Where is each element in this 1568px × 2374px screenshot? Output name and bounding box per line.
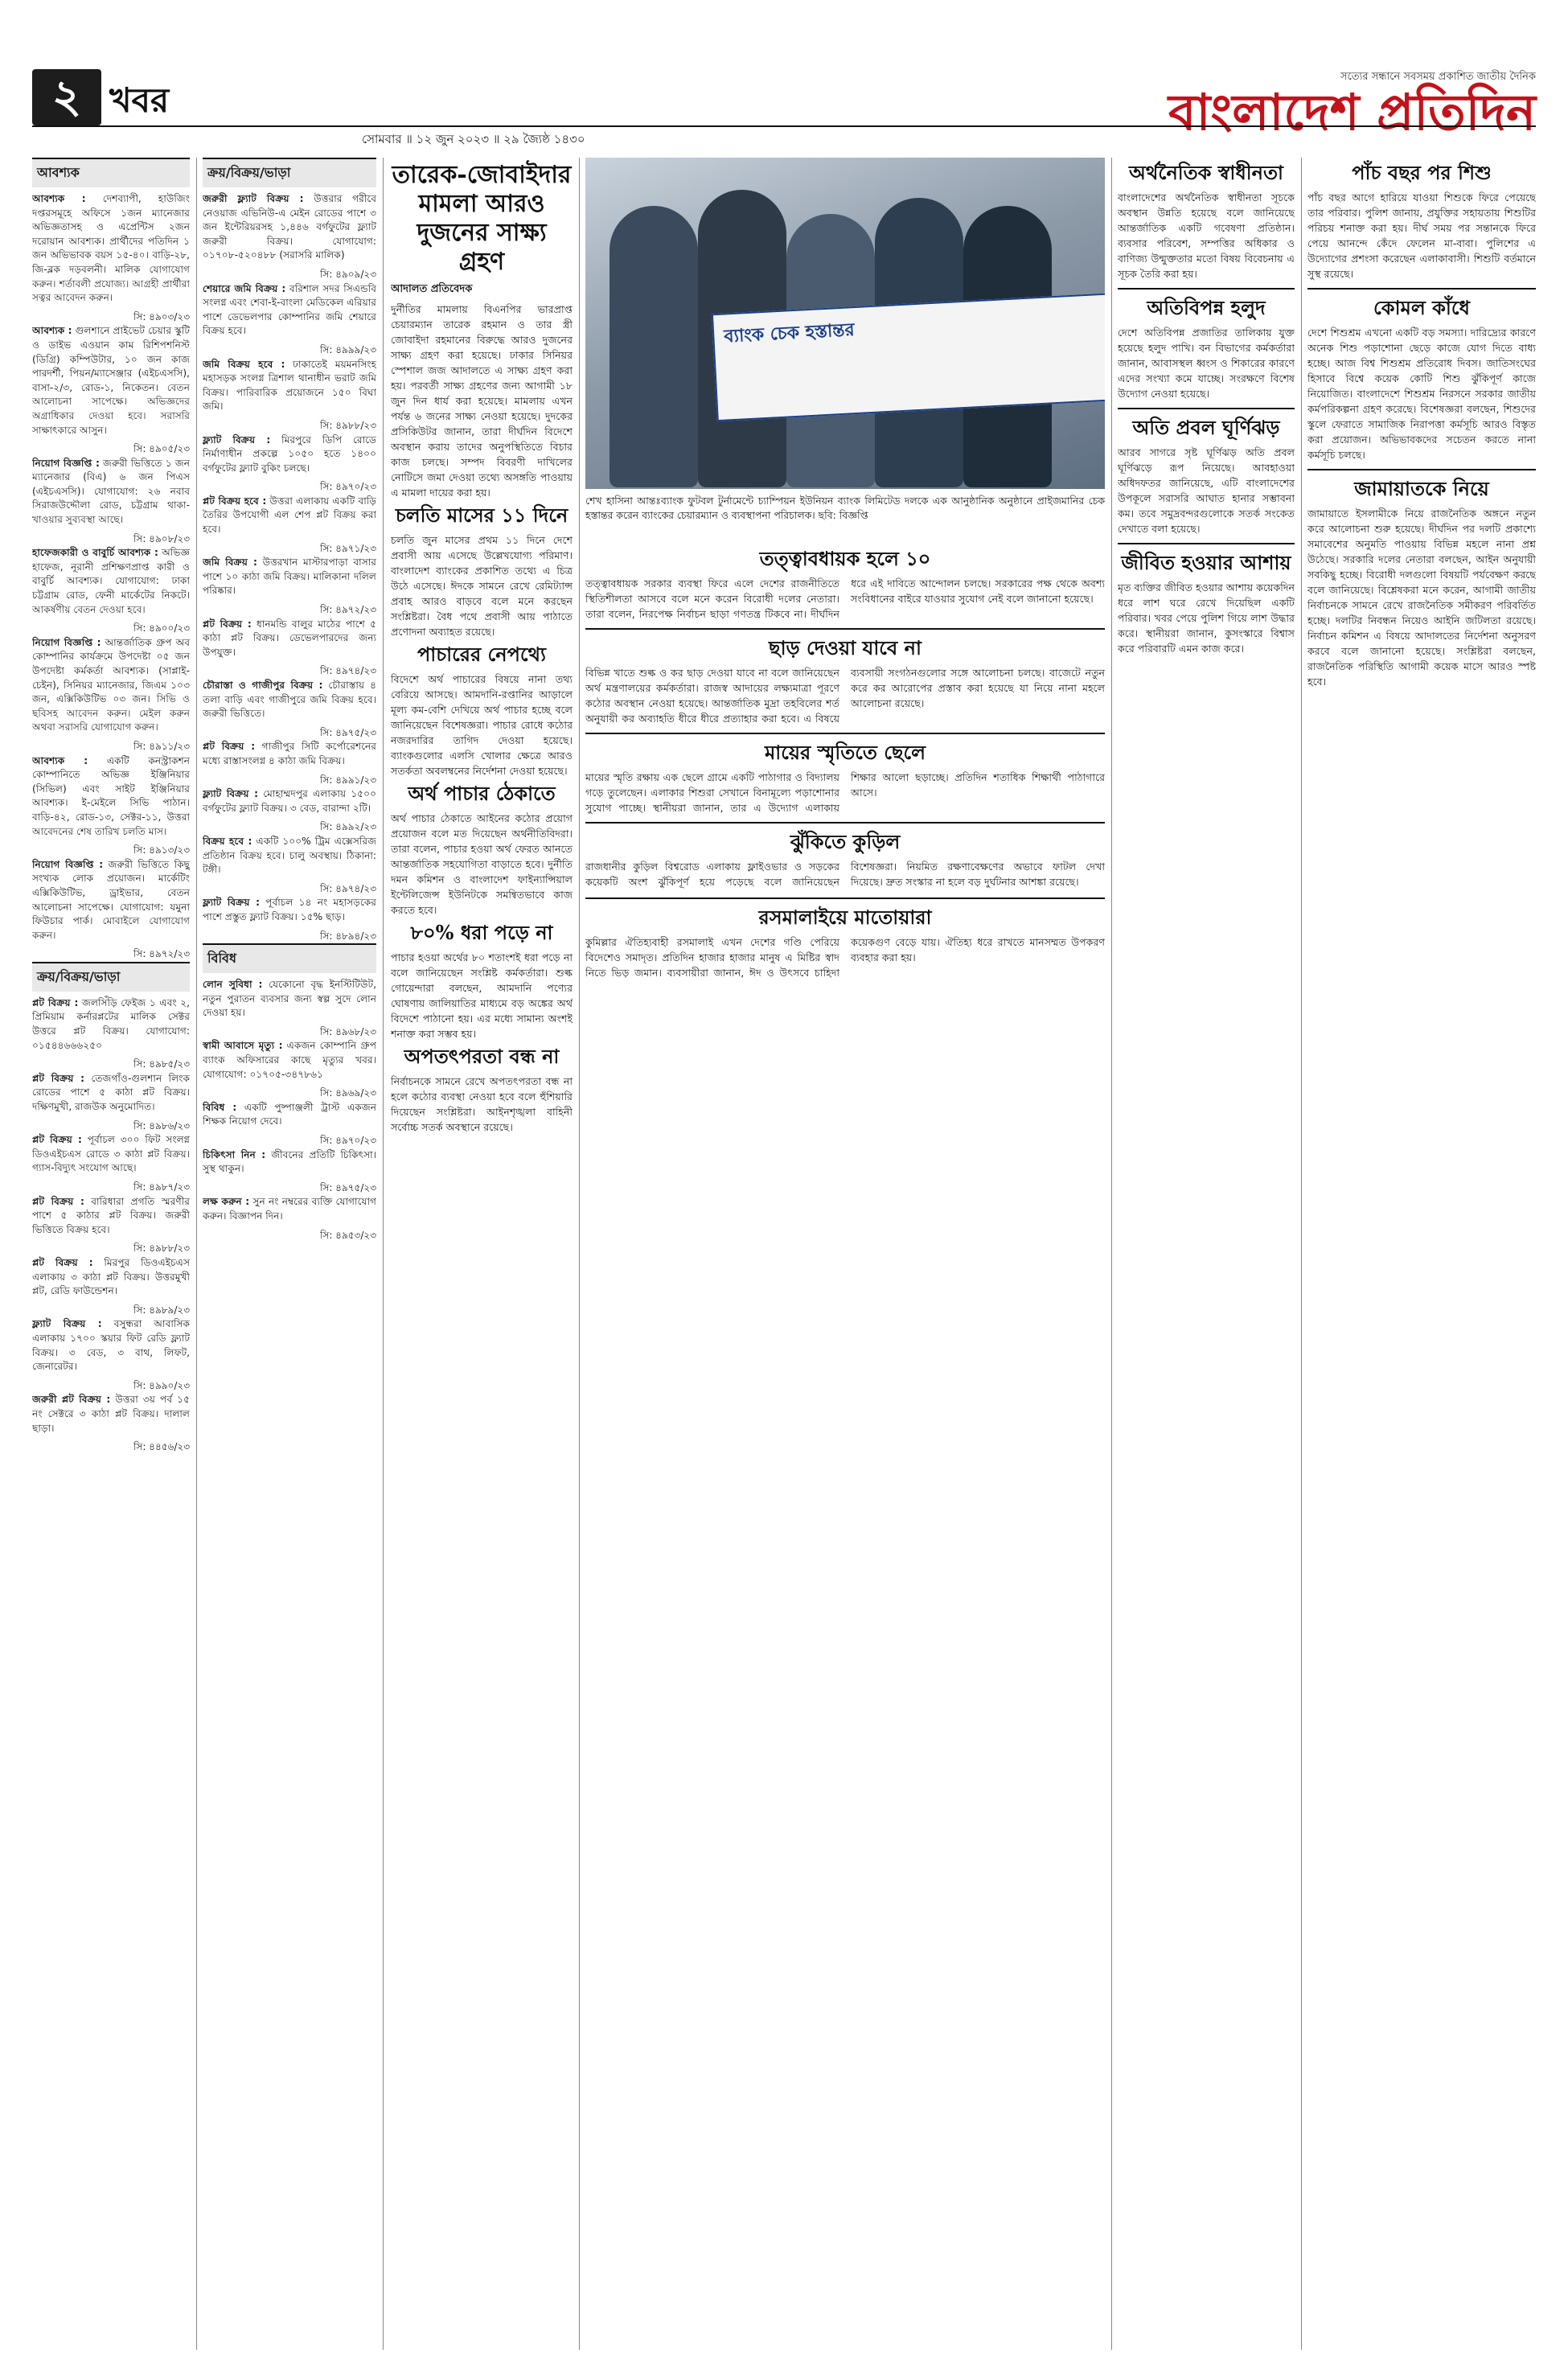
- ad-code: সি: ৪৯০৩/২৩: [133, 310, 190, 322]
- headline-caretaker: তত্ত্বাবধায়ক হলে ১০: [759, 547, 931, 570]
- divider: [1118, 543, 1295, 544]
- ad-code: সি: ৪৯৭২/২৩: [319, 604, 376, 616]
- ad-code: সি: ৪৯৮৮/২৩: [319, 419, 376, 431]
- article-body: চলতি জুন মাসের প্রথম ১১ দিনে দেশে প্রবাসী আয় এসেছে উল্লেখযোগ্য পরিমাণ। বাংলাদেশ ব্যাংকের প্রকাশিত তথ্যে এ চিত্র উঠে এসেছে। ঈদকে সামনে রেখে রেমিট্যান্স প্রবাহ আরও বাড়বে বলে মনে করছেন সংশ্লিষ্টরা। বৈধ পথে প্রবাসী আয় পাঠাতে প্রণোদনা অব্যাহত রয়েছে।: [391, 534, 573, 638]
- news-column-6: [1307, 158, 1536, 2350]
- column-rule: [1301, 158, 1302, 2350]
- article-body: মায়ের স্মৃতি রক্ষায় এক ছেলে গ্রামে একটি পাঠাগার ও বিদ্যালয় গড়ে তুলেছেন। এলাকার শিশুরা সেখানে বিনামূল্যে পড়াশোনার সুযোগ পাচ্ছে। স্থানীয়রা জানান, তার এ উদ্যোগ এলাকায় শিক্ষার আলো ছড়াচ্ছে। প্রতিদিন শতাধিক শিক্ষার্থী পাঠাগারে আসে।: [585, 771, 1105, 814]
- headline-child-found: পাঁচ বছর পর শিশু: [1352, 161, 1492, 184]
- article-body: মৃত ব্যক্তির জীবিত হওয়ার আশায় কয়েকদিন ধরে লাশ ঘরে রেখে দিয়েছিল একটি পরিবার। খবর পেয়ে পুলিশ গিয়ে লাশ উদ্ধার করে। স্থানীয়রা জানান, কুসংস্কারে বিশ্বাস করে পরিবারটি এমন কাজ করে।: [1118, 581, 1295, 655]
- news-column-5: [1118, 158, 1295, 2350]
- headline-misconduct: অপতৎপরতা বন্ধ না: [404, 1045, 560, 1068]
- headline-endangered-bird: অতিবিপন্ন হলুদ: [1147, 296, 1266, 319]
- classified-ad: আবশ্যক : গুলশানে প্রাইভেট চেয়ার স্কুটি ও ডাইভ এওয়ান কাম রিশিপশনিস্ট (ডিগ্রি) কম্পিউটার, ১০ জন কাজ পারদর্শী, পিয়ন/ম্যাসেঞ্জার (এইচএসসি), বাসা-২/৩, রোড-১, নিকেতন। বেতন আলোচনা সাপেক্ষে। অভিজ্ঞদের অগ্রাধিকার দেওয়া হবে। সরাসরি সাক্ষাৎকারে আসুন।: [32, 325, 190, 436]
- ad-code: সি: ৪৯০৯/২৩: [319, 268, 376, 280]
- classified-ad: আবশ্যক : দেশব্যাপী, হাউজিং দপ্তরসমূহে অফিসে ১জন ম্যানেজার অভিজ্ঞতাসহ ও এপ্রেন্টিস ২জন দরোয়ান আবশ্যক। প্রার্থীদের পতিদিন ১ জন অভিভাবক বয়স ১৫-৪০। বাড়ি-২৮, জি-ব্লক দড়বলনী। মালিক যোগাযোগ করুন। শর্তাবলী প্রযোজ্য। আগ্রহী প্রার্থীরা সত্বর আবেদন করুন।: [32, 193, 190, 304]
- divider: [1118, 408, 1295, 409]
- news-column-3: [391, 158, 573, 2350]
- classified-ad: স্বামী আবাসে মৃত্যু : একজন কোম্পানি গ্রুপ ব্যাংক অফিসারের কাছে মৃত্যুর খবর। যোগাযোগ: ০১৭০৫-৩৪৭৮৬১: [203, 1040, 376, 1080]
- ad-code: সি: ৪৯৮৮/২৩: [133, 1242, 190, 1255]
- classified-ad: প্লট বিক্রয় : মিরপুর ডিওএইচএস এলাকায় ৩ কাঠা প্লট বিক্রয়। উত্তরমুখী প্লট, রেডি ফাউন্ডেশন।: [32, 1256, 190, 1297]
- ad-code: সি: ৪৯৮৫/২৩: [133, 1058, 190, 1070]
- ad-code: সি: ৪৯০৮/২৩: [133, 532, 190, 544]
- headline-laundering: পাচারের নেপথ্যে: [417, 643, 547, 666]
- article-body: পাচার হওয়া অর্থের ৮০ শতাংশই ধরা পড়ে না বলে জানিয়েছেন সংশ্লিষ্ট কর্মকর্তারা। শুল্ক গোয়েন্দারা বলছেন, আমদানি পণ্যের ঘোষণায় জালিয়াতির মাধ্যমে বড় অঙ্কের অর্থ বিদেশে পাঠানো হয়। এর মধ্যে সামান্য অংশই শনাক্ত করা সম্ভব হয়।: [391, 951, 573, 1040]
- ad-code: সি: ৪৯৭১/২৩: [319, 542, 376, 554]
- article-body: জামায়াতে ইসলামীকে নিয়ে রাজনৈতিক অঙ্গনে নতুন করে আলোচনা শুরু হয়েছে। দীর্ঘদিন পর দলটি প্রকাশ্যে সমাবেশের অনুমতি পাওয়ায় বিভিন্ন মহলে নানা প্রশ্ন উঠেছে। সরকারি দলের নেতারা বলছেন, আইন অনুযায়ী সবকিছু হচ্ছে। বিরোধী দলগুলো বিষয়টি পর্যবেক্ষণ করছে বলে জানিয়েছে। বিশ্লেষকরা মনে করেন, আগামী জাতীয় নির্বাচনকে সামনে রেখে রাজনৈতিক সমীকরণ পরিবর্তিত হচ্ছে। দলটির নিবন্ধন নিয়েও আইনি জটিলতা রয়েছে। নির্বাচন কমিশন এ বিষয়ে আদালতের নির্দেশনা অনুসরণ করবে বলে জানানো হয়েছে। সংশ্লিষ্টরা বলছেন, রাজনৈতিক পরিস্থিতি আগামী কয়েক মাসে আরও স্পষ্ট হবে।: [1307, 507, 1536, 688]
- classified-ad: প্লট বিক্রয় : জলসিঁড়ি ফেইজ ১ এবং ২, প্রিমিয়াম কর্নারপ্লটের মালিক সেক্টর উত্তরে প্লট বিক্রয়। যোগাযোগ: ০১৫৪৪৬৬৬২৫০: [32, 996, 190, 1051]
- classified-kicker: আবশ্যক: [32, 158, 190, 187]
- divider: [1307, 288, 1536, 290]
- article-body: বিদেশে অর্থ পাচারের বিষয়ে নানা তথ্য বেরিয়ে আসছে। আমদানি-রপ্তানির আড়ালে মূল্য কম-বেশি দেখিয়ে অর্থ পাচার হচ্ছে বলে জানিয়েছেন বিশেষজ্ঞরা। পাচার রোধে কঠোর নজরদারির তাগিদ দেওয়া হয়েছে। ব্যাংকগুলোর এলসি খোলার ক্ষেত্রে আরও সতর্কতা অবলম্বনের নির্দেশনা দেওয়া হয়েছে।: [391, 673, 573, 777]
- classified-ad: লক্ষ করুন : সুন নং নম্বরের ব্যক্তি যোগাযোগ করুন। বিজ্ঞাপন দিন।: [203, 1196, 376, 1222]
- ad-code: সি: ৪৯৬৮/২৩: [319, 1025, 376, 1037]
- headline-remittance: চলতি মাসের ১১ দিনে: [395, 503, 569, 527]
- headline-economic-freedom: অর্থনৈতিক স্বাধীনতা: [1129, 161, 1283, 184]
- article-body: আরব সাগরে সৃষ্ট ঘূর্ণিঝড় অতি প্রবল ঘূর্ণিঝড়ে রূপ নিয়েছে। আবহাওয়া অধিদফতর জানিয়েছে, এটি বাংলাদেশের উপকূলে সরাসরি আঘাত হানার সম্ভাবনা কম। তবে সমুদ্রবন্দরগুলোকে সতর্ক সংকেত দেখাতে বলা হয়েছে।: [1118, 446, 1295, 535]
- ad-code: সি: ৪৯১১/২৩: [133, 740, 190, 752]
- headline-cyclone: অতি প্রবল ঘূর্ণিঝড়: [1132, 416, 1280, 439]
- classified-ad: ফ্ল্যাট বিক্রয় : মিরপুরে ডিপি রোডে নির্মাণাধীন প্রকল্পে ১০৫০ হতে ১৪০০ বর্গফুটের ফ্ল্যাট বুকিং চলছে।: [203, 433, 376, 474]
- classified-ad: জমি বিক্রয় হবে : ঢাকাতেই ময়মনসিংহ মহাসড়ক সংলগ্ন ত্রিশাল থানাধীন ভরাট জমি বিক্রয়। পারিবারিক প্রয়োজনে ১৫০ বিঘা জমি।: [203, 358, 376, 413]
- classified-column-1: [32, 158, 190, 2350]
- photo-person: [610, 206, 698, 487]
- column-rule: [579, 158, 580, 2350]
- article-body: রাজধানীর কুড়িল বিশ্বরোড এলাকায় ফ্লাইওভার ও সড়কের কয়েকটি অংশ ঝুঁকিপূর্ণ হয়ে পড়েছে বলে জানিয়েছেন বিশেষজ্ঞরা। নিয়মিত রক্ষণাবেক্ষণের অভাবে ফাটল দেখা দিয়েছে। দ্রুত সংস্কার না হলে বড় দুর্ঘটনার আশঙ্কা রয়েছে।: [585, 860, 1105, 888]
- ad-code: সি: ৪৯৭৫/২৩: [319, 1181, 376, 1193]
- classified-ad: জমি বিক্রয় : উত্তরখান মাস্টারপাড়া বাসার পাশে ১০ কাঠা জমি বিক্রয়। মালিকানা দলিল পরিষ্কার।: [203, 557, 376, 597]
- classified-ad: ফ্ল্যাট বিক্রয় : বসুন্ধরা আবাসিক এলাকায় ১৭০০ স্কয়ার ফিট রেডি ফ্ল্যাট বিক্রয়। ৩ বেড, ৩ বাথ, লিফট, জেনারেটর।: [32, 1318, 190, 1373]
- divider: [585, 733, 1105, 734]
- column-rule: [1111, 158, 1112, 2350]
- article-body: অর্থ পাচার ঠেকাতে আইনের কঠোর প্রয়োগ প্রয়োজন বলে মত দিয়েছেন অর্থনীতিবিদরা। তারা বলেন, পাচার হওয়া অর্থ ফেরত আনতে আন্তর্জাতিক সহযোগিতা বাড়াতে হবে। দুর্নীতি দমন কমিশন ও বাংলাদেশ ফাইন্যান্সিয়াল ইন্টেলিজেন্স ইউনিটকে সমন্বিতভাবে কাজ করতে হবে।: [391, 812, 573, 916]
- classified-ad: হাফেজকারী ও বাবুর্চি আবশ্যক : অভিজ্ঞ হাফেজ, নূরানী প্রশিক্ষণপ্রাপ্ত কারী ও বাবুর্চি আবশ্যক। যোগাযোগ: ঢাকা চট্টগ্রাম রোড, ফেনী মার্কেটের নিকটে। আকর্ষণীয় বেতন দেওয়া হবে।: [32, 547, 190, 615]
- article-body: তত্ত্বাবধায়ক সরকার ব্যবস্থা ফিরে এলে দেশের রাজনীতিতে স্থিতিশীলতা আসবে বলে মনে করেন বিরোধী দলের নেতারা। তারা বলেন, নিরপেক্ষ নির্বাচন ছাড়া গণতন্ত্র টিকবে না। দীর্ঘদিন ধরে এই দাবিতে আন্দোলন চলছে। সরকারের পক্ষ থেকে অবশ্য সংবিধানের বাইরে যাওয়ার সুযোগ নেই বলে জানানো হয়েছে।: [585, 577, 1105, 620]
- ad-code: সি: ৪৯৯৯/২৩: [319, 343, 376, 355]
- article-body: কুমিল্লার ঐতিহ্যবাহী রসমালাই এখন দেশের গণ্ডি পেরিয়ে বিদেশেও সমাদৃত। প্রতিদিন হাজার হাজার মানুষ এ মিষ্টির স্বাদ নিতে ভিড় জমান। ব্যবসায়ীরা জানান, ঈদ ও উৎসবে চাহিদা কয়েকগুণ বেড়ে যায়। ঐতিহ্য ধরে রাখতে মানসম্মত উপকরণ ব্যবহার করা হয়।: [585, 936, 1105, 979]
- classified-list: [32, 996, 190, 1455]
- classified-column-2: [203, 158, 376, 2350]
- classified-ad: শেয়ারে জমি বিক্রয় : বরিশাল সদর সিএন্ডবি সংলগ্ন এবং শেবা-ই-বাংলা মেডিকেল এরিয়ার পাশে ডেভেলপার কোম্পানির জমি শেয়ারে বিক্রয় হবে।: [203, 282, 376, 337]
- headline-stop-laundering: অর্থ পাচার ঠেকাতে: [408, 782, 556, 805]
- ad-code: সি: ৪৯৫৩/২৩: [319, 1229, 376, 1241]
- classified-kicker: ক্রয়/বিক্রয়/ভাড়া: [32, 962, 190, 992]
- ad-code: সি: ৪৯৭৫/২৩: [319, 726, 376, 738]
- article-body: পাঁচ বছর আগে হারিয়ে যাওয়া শিশুকে ফিরে পেয়েছে তার পরিবার। পুলিশ জানায়, প্রযুক্তির সহায়তায় শিশুটির পরিচয় শনাক্ত করা হয়। দীর্ঘ সময় পর সন্তানকে ফিরে পেয়ে আনন্দে কেঁদে ফেলেন মা-বাবা। পুলিশের এ উদ্যোগের প্রশংসা করেছেন এলাকাবাসী। শিশুটি বর্তমানে সুস্থ রয়েছে।: [1307, 191, 1536, 280]
- ad-code: সি: ৪৯১৩/২৩: [133, 844, 190, 856]
- news-photo: [585, 158, 1105, 489]
- photo-caption: শেখ হাসিনা আন্তঃব্যাংক ফুটবল টুর্নামেন্টে চ্যাম্পিয়ন ইউনিয়ন ব্যাংক লিমিটেড দলকে এক আনুষ্ঠানিক অনুষ্ঠানে প্রাইজমানির চেক হস্তান্তর করেন ব্যাংকের চেয়ারম্যান ও ব্যবস্থাপনা পরিচালক। ছবি: বিজ্ঞপ্তি: [585, 495, 1105, 521]
- article-body: বিভিন্ন খাতে শুল্ক ও কর ছাড় দেওয়া যাবে না বলে জানিয়েছেন অর্থ মন্ত্রণালয়ের কর্মকর্তারা। রাজস্ব আদায়ের লক্ষ্যমাত্রা পূরণে কঠোর অবস্থান নেওয়া হয়েছে। আন্তর্জাতিক মুদ্রা তহবিলের শর্ত অনুযায়ী কর অব্যাহতি ধীরে ধীরে প্রত্যাহার করা হবে। এ বিষয়ে ব্যবসায়ী সংগঠনগুলোর সঙ্গে আলোচনা চলছে। বাজেটে নতুন করে কর আরোপের প্রস্তাব করা হয়েছে যা নিয়ে নানা মহলে আলোচনা রয়েছে।: [585, 667, 1105, 725]
- masthead-title: বাংলাদেশ প্রতিদিন: [1168, 83, 1536, 142]
- byline: আদালত প্রতিবেদক: [391, 283, 473, 295]
- masthead-tagline: সত্যের সন্ধানে সবসময় প্রকাশিত জাতীয় দৈনিক: [1340, 71, 1536, 83]
- headline-kuril-risk: ঝুঁকিতে কুড়িল: [790, 830, 901, 853]
- classified-ad: লোন সুবিধা : যেকোনো বৃদ্ধ ইনস্টিটিউট, নতুন পুরাতন ব্যবসার জন্য স্বল্প সুদে লোন দেওয়া হয়।: [203, 979, 376, 1019]
- column-rule: [196, 158, 197, 2350]
- classified-ad: বিক্রয় হবে : একটি ১০০% ট্রিম এক্সেসরিজ প্রতিষ্ঠান বিক্রয় হবে। চালু অবস্থায়। ঠিকানা: টঙ্গী।: [203, 835, 376, 876]
- divider: [585, 628, 1105, 630]
- page-number: ২: [32, 69, 101, 125]
- section-title: খবর: [109, 80, 170, 120]
- headline-no-concession: ছাড় দেওয়া যাবে না: [769, 636, 922, 659]
- news-column-4: [585, 544, 1105, 2350]
- ad-code: সি: ৪৯৯০/২৩: [133, 1379, 190, 1391]
- page-header: [32, 69, 1536, 146]
- classified-ad: জরুরী প্লট বিক্রয় : উত্তরা ৩য় পর্ব ১৫ নং সেক্টরে ৩ কাঠা প্লট বিক্রয়। দালাল ছাড়া।: [32, 1394, 190, 1434]
- article-body: দেশে শিশুশ্রম এখনো একটি বড় সমস্যা। দারিদ্র্যের কারণে অনেক শিশু পড়াশোনা ছেড়ে কাজে যোগ দিতে বাধ্য হচ্ছে। আজ বিশ্ব শিশুশ্রম প্রতিরোধ দিবস। জাতিসংঘের হিসাবে বিশ্বে কয়েক কোটি শিশু ঝুঁকিপূর্ণ কাজে নিয়োজিত। বাংলাদেশে শিশুশ্রম নিরসনে সরকার জাতীয় কর্মপরিকল্পনা গ্রহণ করেছে। বিশেষজ্ঞরা বলছেন, শিশুদের স্কুলে ফেরাতে সামাজিক নিরাপত্তা কর্মসূচি আরও বিস্তৃত করা প্রয়োজন। অভিভাবকদের সচেতন করতে নানা কর্মসূচি চলছে।: [1307, 327, 1536, 461]
- dateline-text: সোমবার ॥ ১২ জুন ২০২৩ ॥ ২৯ জ্যৈষ্ঠ ১৪৩০: [362, 132, 585, 146]
- classified-ad: নিয়োগ বিজ্ঞপ্তি : জরুরী ভিত্তিতে কিছু সংখ্যক লোক প্রয়োজন। মার্কেটিং এক্সিকিউটিভ, ড্রাইভার, বেতন আলোচনা সাপেক্ষে। যোগাযোগ: যমুনা ফিউচার পার্ক। মোবাইলে যোগাযোগ করুন।: [32, 858, 190, 941]
- dateline: [32, 125, 1536, 150]
- classified-ad: নিয়োগ বিজ্ঞপ্তি : আন্তর্জাতিক গ্রুপ অব কোম্পানির কার্যক্রমে উপদেষ্টা ০৫ জন উপদেষ্টা কর্মকর্তা আবশ্যক। (সাপ্লাই-চেইন), সিনিয়র ম্যানেজার, জিএম ১০৩ জন, এক্সিকিউটিভ ০৩ জন। সিভি ও ছবিসহ আবেদন করুন। মেইল করুন অথবা সরাসরি যোগাযোগ করুন।: [32, 636, 190, 733]
- cheque-banner: ব্যাংক চেক হস্তান্তর: [712, 291, 1105, 421]
- ad-code: সি: ৪৯৭২/২৩: [133, 948, 190, 960]
- classified-ad: প্লট বিক্রয় : গাজীপুর সিটি কর্পোরেশনের মধ্যে রাস্তাসংলগ্ন ৪ কাঠা জমি বিক্রয়।: [203, 741, 376, 766]
- ad-code: সি: ৪৯৮৯/২৩: [133, 1304, 190, 1316]
- classified-list: [32, 192, 190, 962]
- headline-eighty-percent: ৮০% ধরা পড়ে না: [410, 921, 553, 944]
- classified-list: [203, 192, 376, 943]
- column-rule: [383, 158, 384, 2350]
- ad-code: সি: ৪৯৮৭/২৩: [133, 1181, 190, 1193]
- ad-code: সি: ৪৮৯৪/২৩: [319, 930, 376, 942]
- classified-ad: চৌরাস্তা ও গাজীপুর বিক্রয় : চৌরাস্তায় ৪ তলা বাড়ি এবং গাজীপুরে জমি বিক্রয় হবে। জরুরী ভিত্তিতে।: [203, 680, 376, 720]
- classified-ad: জরুরী ফ্ল্যাট বিক্রয় : উত্তরার গরীবে নেওয়াজ এভিনিউ-এ মেইন রোডের পাশে ৩ জন ইন্টেরিয়রসহ ১,৪৪৬ বর্গফুটের ফ্ল্যাট জরুরী বিক্রয়। যোগাযোগ: ০১৭০৮-৫২০৪৮৮ (সরাসরি মালিক): [203, 193, 376, 261]
- classified-list: [203, 978, 376, 1242]
- ad-code: সি: ৪৯৯২/২৩: [319, 821, 376, 833]
- ad-code: সি: ৪৯৮৬/২৩: [133, 1119, 190, 1132]
- ad-code: সি: ৪৯০০/২৩: [133, 622, 190, 635]
- ad-code: সি: ৪৯০৫/২৩: [133, 443, 190, 455]
- classified-ad: প্লট বিক্রয় : বারিধারা প্রগতি স্মরণীর পাশে ৫ কাঠার প্লট বিক্রয়। জরুরী ভিত্তিতে বিক্রয় হবে।: [32, 1195, 190, 1235]
- headline-mother-memory: মায়ের স্মৃতিতে ছেলে: [764, 741, 926, 764]
- classified-ad: বিবিধ : একটি পুষ্পাঞ্জলী ট্রাস্ট একজন শিক্ষক নিয়োগ দেবে।: [203, 1101, 376, 1127]
- article-body: নির্বাচনকে সামনে রেখে অপতৎপরতা বন্ধ না হলে কঠোর ব্যবস্থা নেওয়া হবে বলে হুঁশিয়ারি দিয়েছেন সংশ্লিষ্টরা। আইনশৃঙ্খলা বাহিনী সর্বোচ্চ সতর্ক অবস্থানে রয়েছে।: [391, 1075, 573, 1133]
- divider: [585, 897, 1105, 899]
- ad-code: সি: ৪৯৬৯/২৩: [319, 1087, 376, 1099]
- article-body: দেশে অতিবিপন্ন প্রজাতির তালিকায় যুক্ত হয়েছে হলুদ পাখি। বন বিভাগের কর্মকর্তারা জানান, আবাসস্থল ধ্বংস ও শিকারের কারণে এদের সংখ্যা কমে যাচ্ছে। সংরক্ষণে বিশেষ উদ্যোগ নেওয়া হয়েছে।: [1118, 327, 1295, 400]
- classified-ad: প্লট বিক্রয় : তেজগাঁও-গুলশান লিংক রোডের পাশে ৫ কাঠা প্লট বিক্রয়। দক্ষিণমুখী, রাজউক অনুমোদিত।: [32, 1072, 190, 1113]
- article-body: বাংলাদেশের অর্থনৈতিক স্বাধীনতা সূচকে অবস্থান উন্নতি হয়েছে বলে জানিয়েছে আন্তর্জাতিক একটি গবেষণা প্রতিষ্ঠান। ব্যবসার পরিবেশ, সম্পত্তির অধিকার ও বাণিজ্য উন্মুক্ততার মতো বিষয় বিবেচনায় এ সূচক তৈরি করা হয়।: [1118, 191, 1295, 280]
- classified-ad: ফ্ল্যাট বিক্রয় : মোহাম্মদপুর এলাকায় ১৫০০ বর্গফুটের ফ্ল্যাট বিক্রয়। ৩ বেড, বারান্দা ২টি।: [203, 788, 376, 814]
- classified-ad: চিকিৎসা নিন : জীবনের প্রতিটি চিকিৎসা। সুস্থ থাকুন।: [203, 1148, 376, 1175]
- ad-code: সি: ৪৯৭০/২৩: [319, 481, 376, 493]
- classified-ad: ফ্ল্যাট বিক্রয় : পূর্বাচল ১৪ নং মহাসড়কের পাশে প্রস্তুত ফ্ল্যাট বিক্রয়। ১৫% ছাড়।: [203, 897, 376, 922]
- ad-code: সি: ৪৯৯১/২৩: [319, 774, 376, 786]
- classified-ad: প্লট বিক্রয় হবে : উত্তরা এলাকায় একটি বাড়ি তৈরির উপযোগী এল শেপ প্লট বিক্রয় করা হবে।: [203, 495, 376, 536]
- classified-kicker: বিবিধ: [203, 943, 376, 973]
- headline-jamaat: জামায়াতকে নিয়ে: [1354, 477, 1489, 500]
- divider: [585, 822, 1105, 824]
- divider: [1118, 288, 1295, 290]
- classified-kicker: ক্রয়/বিক্রয়/ভাড়া: [203, 158, 376, 187]
- ad-code: সি: ৪৯৭৪/২৩: [319, 882, 376, 894]
- headline-child-labour: কোমল কাঁধে: [1373, 296, 1470, 319]
- article-body: দুর্নীতির মামলায় বিএনপির ভারপ্রাপ্ত চেয়ারম্যান তারেক রহমান ও তার স্ত্রী জোবাইদা রহমানের বিরুদ্ধে আরও দুজনের সাক্ষ্য গ্রহণ করা হয়েছে। ঢাকার সিনিয়র স্পেশাল জজ আদালতে এ সাক্ষ্য গ্রহণ করা হয়। পরবর্তী সাক্ষ্য গ্রহণের জন্য আগামী ১৮ জুন দিন ধার্য করা হয়েছে। মামলায় এখন পর্যন্ত ৬ জনের সাক্ষ্য নেওয়া হয়েছে। দুদকের প্রসিকিউটর জানান, তারা দীর্ঘদিন বিদেশে অবস্থান করায় তাদের অনুপস্থিতিতে বিচার কাজ চলছে। সম্পদ বিবরণী দাখিলের নোটিসে জমা দেওয়া তথ্যে অসঙ্গতি পাওয়ায় এ মামলা দায়ের করা হয়।: [391, 303, 573, 499]
- headline-tarek-case: তারেক-জোবাইদার মামলা আরও দুজনের সাক্ষ্য গ্রহণ: [392, 161, 572, 276]
- classified-ad: আবশ্যক : একটি কনস্ট্রাকশন কোম্পানিতে অভিজ্ঞ ইঞ্জিনিয়ার (সিভিল) এবং সাইট ইঞ্জিনিয়ার আবশ্যক। ই-মেইলে সিভি পাঠান। বাড়ি-৪২, রোড-১৩, সেক্টর-১১, উত্তরা আবেদনের শেষ তারিখ চলতি মাস।: [32, 754, 190, 837]
- divider: [1307, 469, 1536, 470]
- ad-code: সি: ৪৯৭৪/২৩: [319, 665, 376, 677]
- ad-code: সি: ৪৯৭০/২৩: [319, 1135, 376, 1147]
- headline-revival-hope: জীবিত হওয়ার আশায়: [1121, 551, 1291, 574]
- headline-rosomalai: রসমালাইয়ে মাতোয়ারা: [758, 906, 932, 929]
- ad-code: সি: ৪৪৫৬/২৩: [133, 1441, 190, 1453]
- classified-ad: প্লট বিক্রয় : পূর্বাচল ৩০০ ফিট সংলগ্ন ডিওএইচএস রোডে ৩ কাঠা প্লট বিক্রয়। গ্যাস-বিদ্যুৎ সংযোগ আছে।: [32, 1134, 190, 1174]
- classified-ad: নিয়োগ বিজ্ঞপ্তি : জরুরী ভিত্তিতে ১ জন ম্যানেজার (বিএ) ৬ জন পিএস (এইচএসসি)। যোগাযোগ: ২৬ নবাব সিরাজউদ্দৌলা রোড, চট্টগ্রাম থাকা-খাওয়ার সুব্যবস্থা আছে।: [32, 457, 190, 526]
- classified-ad: প্লট বিক্রয় : ধানমন্ডি বালুর মাঠের পাশে ৫ কাঠা প্লট বিক্রয়। ডেভেলপারদের জন্য উপযুক্ত।: [203, 618, 376, 658]
